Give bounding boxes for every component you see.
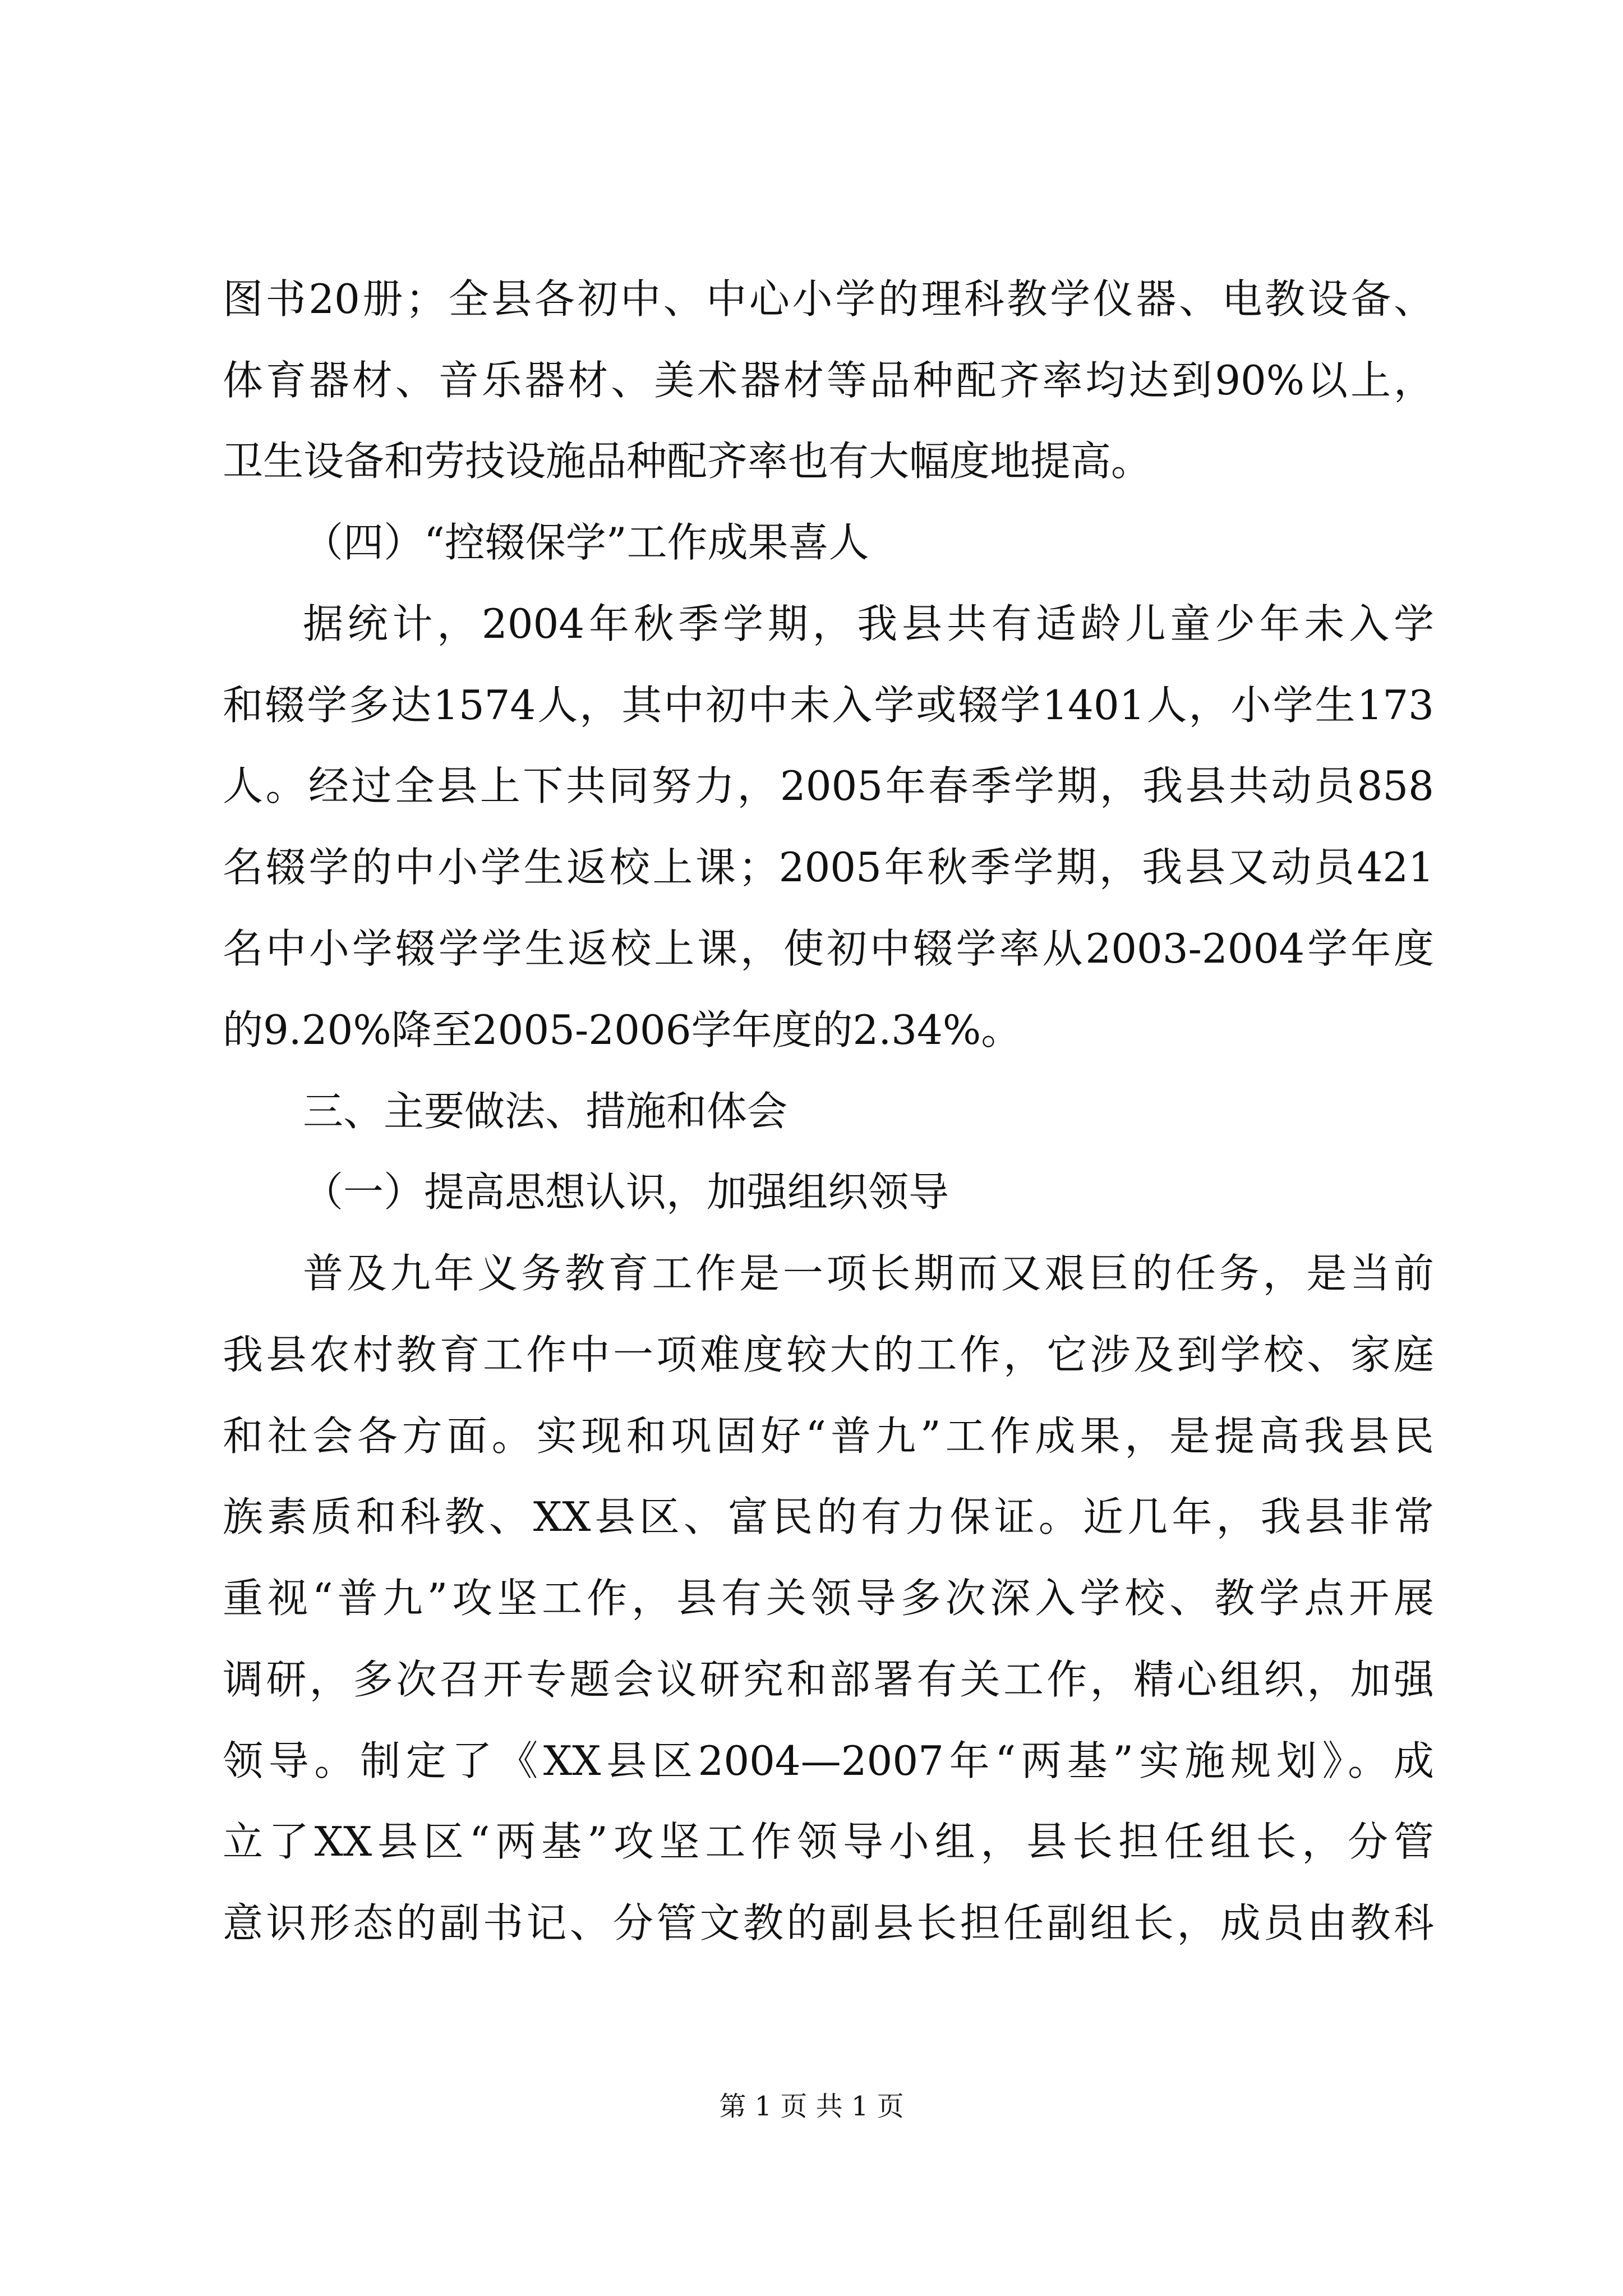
body-line: 名辍学的中小学生返校上课；2005年秋季学期，我县又动员421 [223,844,1434,891]
body-line: 体育器材、音乐器材、美术器材等品种配齐率均达到90%以上， [223,357,1434,404]
body-line: 名中小学辍学学生返校上课，使初中辍学率从2003-2004学年度 [223,925,1434,972]
body-line: 和辍学多达1574人，其中初中未入学或辍学1401人，小学生173 [223,682,1434,729]
body-line: 和社会各方面。实现和巩固好“普九”工作成果，是提高我县民 [223,1412,1434,1460]
body-line: 我县农村教育工作中一项难度较大的工作，它涉及到学校、家庭 [223,1331,1434,1378]
body-line: 的9.20%降至2005-2006学年度的2.34%。 [223,1006,1022,1053]
body-line: 卫生设备和劳技设施品种配齐率也有大幅度地提高。 [223,438,1152,485]
section-heading: 三、主要做法、措施和体会 [303,1088,788,1135]
body-line: 意识形态的副书记、分管文教的副县长担任副组长，成员由教科 [223,1899,1434,1947]
body-line: 人。经过全县上下共同努力，2005年春季学期，我县共动员858 [223,762,1434,809]
paragraph-first-line: 据统计，2004年秋季学期，我县共有适龄儿童少年未入学 [303,600,1434,647]
page-number-footer: 第 1 页 共 1 页 [719,2091,904,2122]
section-heading: （四）“控辍保学”工作成果喜人 [303,519,869,566]
body-line: 领导。制定了《XX县区2004—2007年“两基”实施规划》。成 [223,1737,1434,1784]
body-line: 立了XX县区“两基”攻坚工作领导小组，县长担任组长，分管 [223,1818,1434,1865]
body-line: 重视“普九”攻坚工作，县有关领导多次深入学校、教学点开展 [223,1575,1434,1622]
subsection-heading: （一）提高思想认识，加强组织领导 [303,1168,949,1216]
body-line: 调研，多次召开专题会议研究和部署有关工作，精心组织，加强 [223,1656,1434,1703]
paragraph-first-line: 普及九年义务教育工作是一项长期而又艰巨的任务，是当前 [303,1250,1434,1297]
body-line: 族素质和科教、XX县区、富民的有力保证。近几年，我县非常 [223,1493,1434,1540]
body-line: 图书20册；全县各初中、中心小学的理科教学仪器、电教设备、 [223,275,1434,323]
